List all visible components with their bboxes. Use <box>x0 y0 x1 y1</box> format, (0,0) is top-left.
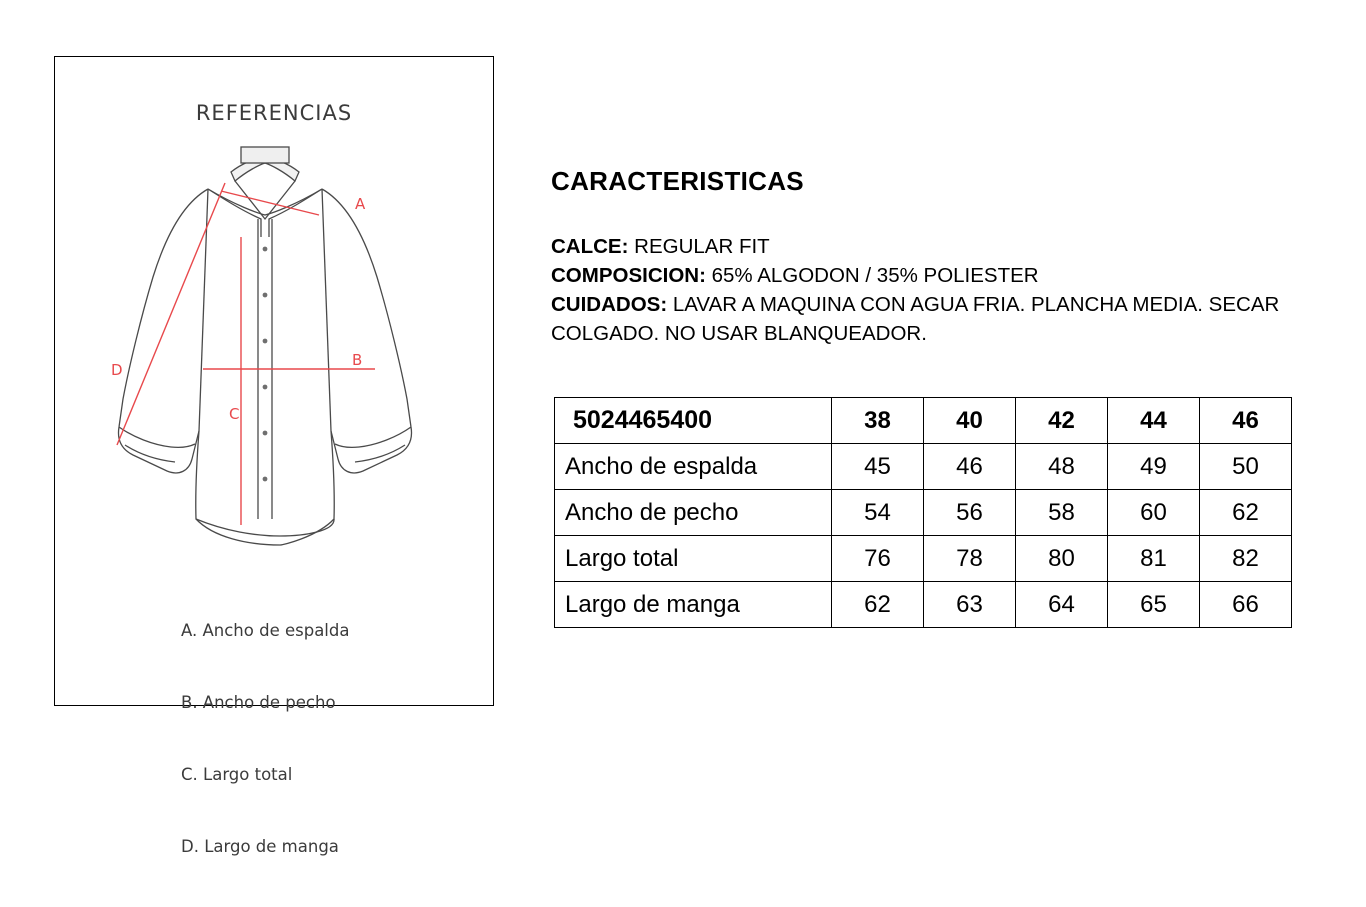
table-header-row <box>555 398 1292 444</box>
measure-0-value-3: 49 <box>1108 444 1200 490</box>
size-table <box>554 397 1292 628</box>
measure-label-0: Ancho de espalda <box>555 444 832 490</box>
spec-value-composicion: 65% ALGODON / 35% POLIESTER <box>711 264 1039 287</box>
reference-panel <box>54 56 494 856</box>
measure-3-value-0: 62 <box>832 582 924 628</box>
measure-2-value-3: 81 <box>1108 536 1200 582</box>
measure-0-value-0: 45 <box>832 444 924 490</box>
callout-b-label: B <box>352 351 363 369</box>
measure-0-value-4: 50 <box>1200 444 1292 490</box>
spec-row-composicion <box>551 261 1351 290</box>
table-row <box>555 536 1292 582</box>
size-header-4: 46 <box>1200 398 1292 444</box>
measure-1-value-4: 62 <box>1200 490 1292 536</box>
spec-label-calce: CALCE: <box>551 235 629 258</box>
measure-3-value-1: 63 <box>924 582 1016 628</box>
callout-c-label: C <box>229 405 240 423</box>
size-header-3: 44 <box>1108 398 1200 444</box>
measure-1-value-0: 54 <box>832 490 924 536</box>
table-row <box>555 490 1292 536</box>
product-code: 5024465400 <box>555 398 832 444</box>
measure-label-3: Largo de manga <box>555 582 832 628</box>
reference-panel-title: REFERENCIAS <box>195 101 353 125</box>
legend-item-b: B. Ancho de pecho <box>181 693 336 712</box>
legend-item-a: A. Ancho de espalda <box>181 621 350 640</box>
size-header-2: 42 <box>1016 398 1108 444</box>
callout-a-label: A <box>355 195 366 213</box>
table-row <box>555 444 1292 490</box>
spec-row-cuidados <box>551 290 1351 348</box>
size-header-0: 38 <box>832 398 924 444</box>
measure-2-value-0: 76 <box>832 536 924 582</box>
reference-legend <box>181 571 349 907</box>
measure-2-value-4: 82 <box>1200 536 1292 582</box>
spec-label-composicion: COMPOSICION: <box>551 264 706 287</box>
table-row <box>555 582 1292 628</box>
measure-1-value-3: 60 <box>1108 490 1200 536</box>
measure-3-value-3: 65 <box>1108 582 1200 628</box>
spec-row-calce <box>551 232 1351 261</box>
measure-2-value-2: 80 <box>1016 536 1108 582</box>
measure-0-value-2: 48 <box>1016 444 1108 490</box>
legend-item-c: C. Largo total <box>181 765 293 784</box>
spec-value-calce: REGULAR FIT <box>634 235 770 258</box>
size-header-1: 40 <box>924 398 1016 444</box>
measure-label-1: Ancho de pecho <box>555 490 832 536</box>
spec-label-cuidados: CUIDADOS: <box>551 293 668 316</box>
measure-2-value-1: 78 <box>924 536 1016 582</box>
legend-item-d: D. Largo de manga <box>181 837 339 856</box>
measure-0-value-1: 46 <box>924 444 1016 490</box>
shirt-illustration <box>75 127 475 547</box>
characteristics-title: CARACTERISTICAS <box>551 166 804 196</box>
callout-d-label: D <box>111 361 123 379</box>
measure-3-value-4: 66 <box>1200 582 1292 628</box>
spec-value-cuidados: LAVAR A MAQUINA CON AGUA FRIA. PLANCHA MEDIA. SECAR COLGADO. NO USAR BLANQUEADOR. <box>551 293 1280 345</box>
characteristics-list <box>551 232 1351 348</box>
measure-label-2: Largo total <box>555 536 832 582</box>
shirt-svg <box>75 127 475 547</box>
measure-1-value-2: 58 <box>1016 490 1108 536</box>
measure-3-value-2: 64 <box>1016 582 1108 628</box>
measure-1-value-1: 56 <box>924 490 1016 536</box>
